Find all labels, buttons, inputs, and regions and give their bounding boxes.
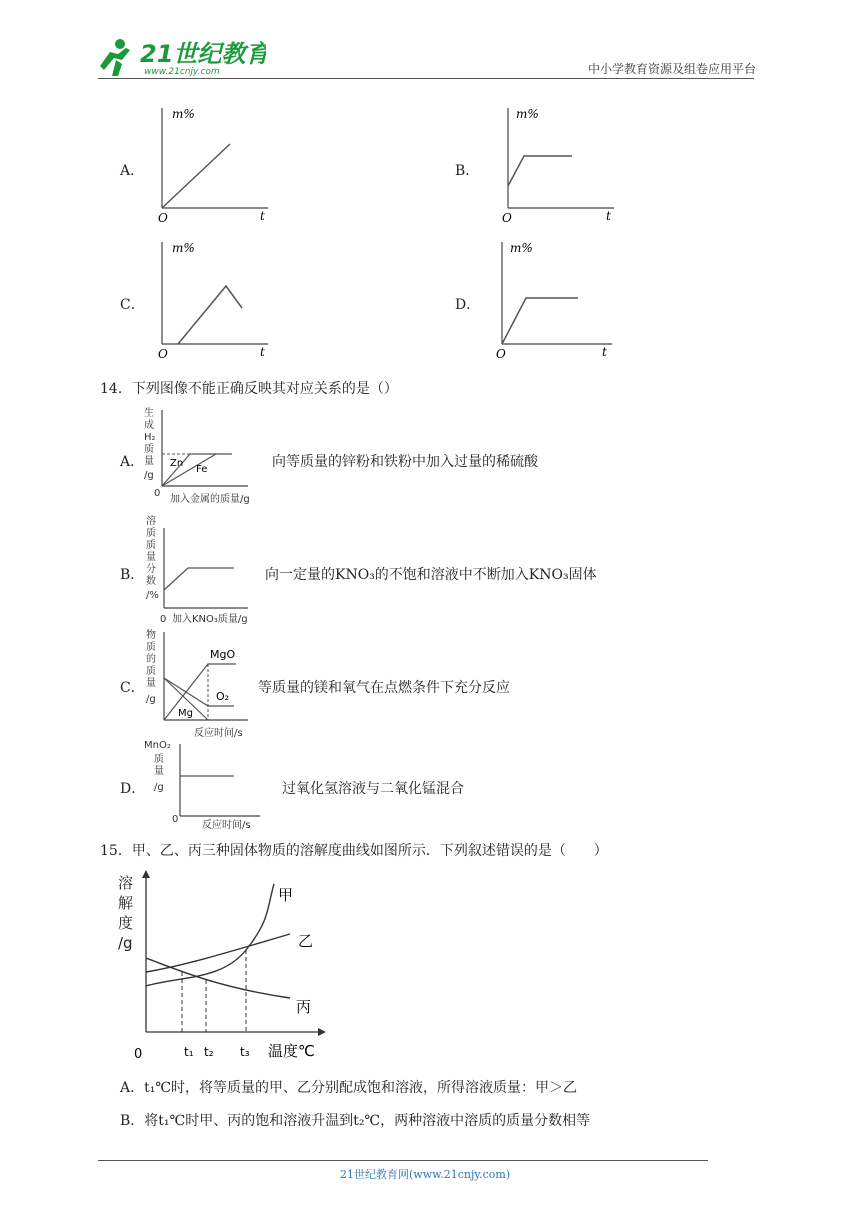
- q14-d-ylabel-2: 量: [154, 766, 164, 777]
- q13-d-origin: O: [496, 347, 506, 361]
- q14-d-origin: 0: [172, 814, 179, 825]
- q14-b-ylabel-0: 溶: [146, 516, 156, 527]
- q13-d-ylabel: m%: [510, 241, 533, 255]
- q14-c-mg-label: Mg: [178, 708, 193, 719]
- q14-b-ylabel-2: 质: [146, 540, 156, 551]
- q14-b-origin: 0: [160, 614, 167, 625]
- q15-option-a-label: A．: [120, 1080, 145, 1096]
- q15-yi-label: 乙: [298, 932, 314, 950]
- q14-c-mgo-label: MgO: [210, 648, 236, 661]
- runner-logo-icon: [96, 36, 266, 80]
- q15-option-b-label: B．: [120, 1113, 145, 1129]
- q13-d-curve: [502, 298, 578, 344]
- q14-a-ylabel-5: /g: [144, 470, 154, 481]
- q14-a-ylabel-3: 质: [144, 444, 154, 455]
- q15-origin: 0: [134, 1047, 143, 1062]
- q14-c-ylabel-5: /g: [146, 694, 156, 705]
- q15-xlabel: 温度℃: [268, 1042, 315, 1060]
- q14-option-d-label[interactable]: D．: [120, 781, 146, 797]
- q14-a-ylabel-1: 成: [144, 420, 154, 431]
- q14-graph-c: [140, 628, 270, 740]
- q15-solubility-chart: [112, 868, 332, 1068]
- q13-d-xlabel: t: [602, 345, 607, 359]
- q15-tick-t2: t₂: [204, 1045, 214, 1059]
- q15-tick-t3: t₃: [240, 1045, 250, 1059]
- q14-a-origin: 0: [154, 488, 161, 499]
- q13-option-a-label[interactable]: A．: [120, 163, 145, 179]
- q13-graph-d: [490, 238, 616, 362]
- q13-a-origin: O: [158, 211, 168, 224]
- q14-option-a-text: 向等质量的锌粉和铁粉中加入过量的稀硫酸: [272, 454, 538, 470]
- header-platform-text: 中小学教育资源及组卷应用平台: [587, 62, 756, 76]
- q13-c-origin: O: [158, 347, 168, 361]
- q13-option-b-label[interactable]: B．: [455, 163, 480, 179]
- q14-c-o2-label: O₂: [216, 690, 230, 703]
- q13-b-ylabel: m%: [516, 107, 539, 121]
- q15-tick-t1: t₁: [184, 1045, 194, 1059]
- q13-graph-b: [496, 104, 616, 224]
- q15-option-b-text: 将t₁℃时甲、丙的饱和溶液升温到t₂℃，两种溶液中溶质的质量分数相等: [144, 1113, 591, 1129]
- q15-stem: 15．甲、乙、丙三种固体物质的溶解度曲线如图所示．下列叙述错误的是（ ）: [100, 843, 608, 859]
- q13-b-origin: O: [502, 211, 512, 224]
- q14-option-d-text: 过氧化氢溶液与二氧化锰混合: [282, 781, 464, 797]
- q14-a-ylabel-0: 生: [144, 408, 154, 419]
- q14-graph-b: [140, 514, 270, 628]
- q15-bing-curve: [146, 958, 290, 998]
- q14-c-ylabel-2: 的: [146, 654, 156, 665]
- q13-a-xlabel: t: [260, 209, 265, 223]
- q14-b-ylabel-4: 分: [146, 564, 156, 575]
- q14-c-ylabel-0: 物: [146, 630, 156, 641]
- q14-a-ylabel-4: 量: [144, 456, 154, 467]
- q14-d-ylabel-0: MnO₂: [144, 740, 171, 751]
- q14-graph-a: [140, 406, 280, 506]
- q15-option-a[interactable]: [120, 1077, 577, 1097]
- q15-bing-label: 丙: [296, 998, 312, 1016]
- header-divider: [98, 78, 754, 79]
- q14-c-ylabel-3: 质: [146, 666, 156, 677]
- q15-ylabel-2: 度: [118, 914, 134, 932]
- q14-stem: 14．下列图像不能正确反映其对应关系的是（）: [100, 381, 398, 397]
- q14-b-ylabel-3: 量: [146, 552, 156, 563]
- q13-graph-c: [150, 238, 270, 362]
- q14-d-ylabel-3: /g: [154, 782, 164, 793]
- q13-option-d-label[interactable]: D．: [455, 297, 481, 313]
- logo-url: www.21cnjy.com: [144, 67, 220, 77]
- q15-option-a-text: t₁℃时，将等质量的甲、乙分别配成饱和溶液，所得溶液质量：甲＞乙: [144, 1080, 578, 1096]
- q14-option-b-text: 向一定量的KNO₃的不饱和溶液中不断加入KNO₃固体: [265, 567, 597, 583]
- q13-a-ylabel: m%: [172, 107, 195, 121]
- footer-link[interactable]: 21世纪教育网(www.21cnjy.com): [340, 1168, 511, 1181]
- q14-b-xlabel: 加入KNO₃质量/g: [172, 614, 248, 625]
- q14-d-xlabel: 反应时间/s: [202, 820, 251, 831]
- q13-c-xlabel: t: [260, 345, 265, 359]
- q13-b-xlabel: t: [606, 209, 611, 223]
- q14-b-ylabel-6: /%: [146, 590, 159, 601]
- q14-b-ylabel-5: 数: [146, 576, 156, 587]
- q15-ylabel-0: 溶: [118, 874, 134, 892]
- q15-jia-curve: [146, 884, 274, 986]
- footer-divider: [98, 1160, 708, 1161]
- q15-ylabel-3: /g: [118, 934, 133, 952]
- q14-c-ylabel-1: 质: [146, 642, 156, 653]
- q13-option-c-label[interactable]: C．: [120, 297, 145, 313]
- q13-b-curve: [508, 156, 572, 186]
- q14-a-fe-label: Fe: [196, 464, 208, 475]
- q15-option-b[interactable]: [120, 1110, 590, 1130]
- q13-a-curve: [162, 144, 230, 208]
- q13-c-curve: [178, 286, 242, 344]
- q15-jia-label: 甲: [278, 886, 294, 904]
- q13-c-ylabel: m%: [172, 241, 195, 255]
- q14-option-c-label[interactable]: C．: [120, 680, 145, 696]
- q14-b-ylabel-1: 质: [146, 528, 156, 539]
- q14-a-zn-label: Zn: [170, 458, 184, 469]
- logo-text: 21世纪教育: [140, 40, 266, 68]
- q14-a-ylabel-2: H₂: [144, 432, 156, 443]
- q14-c-xlabel: 反应时间/s: [194, 728, 243, 739]
- q14-b-curve: [164, 568, 234, 590]
- q15-ylabel-1: 解: [118, 894, 134, 912]
- q14-option-c-text: 等质量的镁和氧气在点燃条件下充分反应: [258, 680, 510, 696]
- site-logo: [96, 36, 266, 80]
- q14-graph-d: [140, 738, 280, 834]
- q14-option-b-label[interactable]: B．: [120, 567, 145, 583]
- q13-graph-a: [150, 104, 270, 224]
- q14-a-xlabel: 加入金属的质量/g: [170, 494, 250, 505]
- q14-d-ylabel-1: 质: [154, 754, 164, 765]
- q14-option-a-label[interactable]: A．: [120, 454, 145, 470]
- q14-c-ylabel-4: 量: [146, 678, 156, 689]
